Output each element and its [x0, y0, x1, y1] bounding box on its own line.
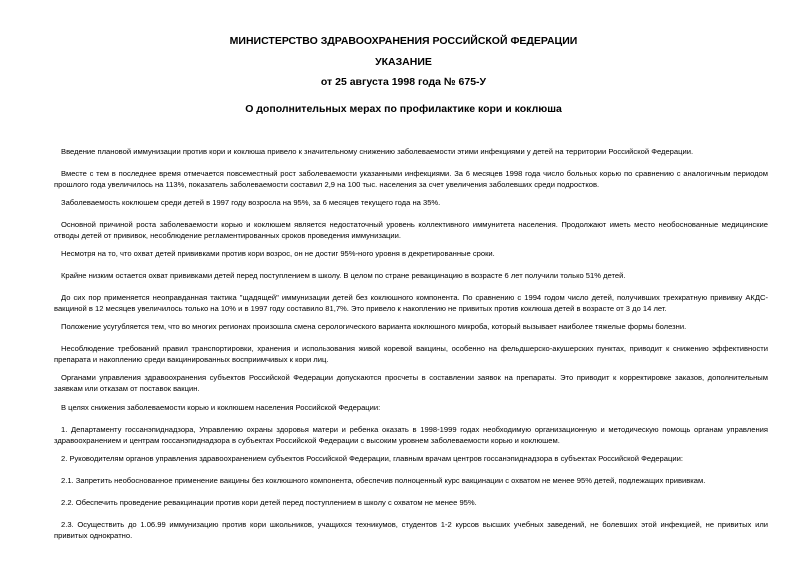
paragraph-main-cause: Основной причиной роста заболеваемости корью и коклюшем является недостаточный уровень коллективного иммунитета населения. Продолжают иметь место необоснованные медицинские отводы детей от прививок, несоблюдение регламентированных сроков проведения иммунизации. — [54, 220, 768, 240]
paragraph-item-1: 1. Департаменту госсанэпиднадзора, Управлению охраны здоровья матери и ребенка оказать в 1998-1999 годах необходимую организационную и методическую помощь органам управления здравоохранением и центрам госсанэпиднадзора в субъектах Российской Федерации с высоким уровнем заболеваемости корью и коклюшем. — [54, 425, 768, 445]
paragraph-item-2-2: 2.2. Обеспечить проведение ревакцинации против кори детей перед поступлением в школу с охватом не менее 95%. — [61, 498, 477, 507]
paragraph-item-2-1: 2.1. Запретить необоснованное применение вакцины без коклюшного компонента, обеспечив полноценный курс вакцинации с охватом не менее 95% детей, подлежащих прививкам. — [61, 476, 706, 485]
paragraph-item-2-3: 2.3. Осуществить до 1.06.99 иммунизацию против кори школьников, учащихся техникумов, студентов 1-2 курсов высших учебных заведений, не болевших этой инфекцией, не привитых или привитых однократно. — [54, 520, 768, 540]
paragraph-serological-variant: Положение усугубляется тем, что во многих регионах произошла смена серологического варианта коклюшного микроба, который вызывает наиболее тяжелые формы болезни. — [61, 322, 687, 331]
paragraph-measles-growth: Вместе с тем в последнее время отмечается повсеместный рост заболеваемости указанными инфекциями. За 6 месяцев 1998 года число больных корью по сравнению с аналогичным периодом прошлого года увеличилось на 113%, показатель заболеваемости составил 2,9 на 100 тыс. населения за счет увеличения заболевших среди подростков. — [54, 169, 768, 189]
document-date-number: от 25 августа 1998 года № 675-У — [320, 76, 487, 88]
paragraph-coverage: Несмотря на то, что охват детей прививками против кори возрос, он не достиг 95%-ного уровня в декретированные сроки. — [61, 249, 495, 258]
paragraph-intro: Введение плановой иммунизации против кори и коклюша привело к значительному снижению заболеваемости этими инфекциями у детей на территории Российской Федерации. — [61, 147, 694, 156]
paragraph-order-errors: Органами управления здравоохранения субъектов Российской Федерации допускаются просчеты в составлении заявок на препараты. Это приводит к корректировке заказов, дополнительным заявкам или отказам от поставок вакцин. — [54, 373, 768, 393]
paragraph-school-coverage: Крайне низким остается охват прививками детей перед поступлением в школу. В целом по стране ревакцинацию в возрасте 6 лет получили только 51% детей. — [61, 271, 626, 280]
paragraph-goals: В целях снижения заболеваемости корью и коклюшем населения Российской Федерации: — [61, 403, 381, 412]
document-title: О дополнительных мерах по профилактике кори и коклюша — [245, 103, 562, 115]
paragraph-sparing-tactics: До сих пор применяется неоправданная тактика "щадящей" иммунизации детей без коклюшного компонента. По сравнению с 1994 годом число детей, получивших трехкратную прививку АКДС-вакциной в 12 месяцев увеличилось только на 10% и в 1997 году составило 81,7%. Это привело к накоплению не привитых против коклюша детей в возрасте от 3 до 14 лет. — [54, 293, 768, 313]
paragraph-pertussis-growth: Заболеваемость коклюшем среди детей в 1997 году возросла на 95%, за 6 месяцев текущего года на 35%. — [61, 198, 441, 207]
document-type: УКАЗАНИЕ — [375, 56, 432, 68]
paragraph-item-2: 2. Руководителям органов управления здравоохранением субъектов Российской Федерации, главным врачам центров госсанэпиднадзора в субъектах Российской Федерации: — [61, 454, 683, 463]
ministry-heading: МИНИСТЕРСТВО ЗДРАВООХРАНЕНИЯ РОССИЙСКОЙ ФЕДЕРАЦИИ — [229, 35, 578, 47]
paragraph-vaccine-storage: Несоблюдение требований правил транспортировки, хранения и использования живой коревой вакцины, особенно на фельдшерско-акушерских пунктах, приводит к снижению эффективности препарата и накоплению среди вакцинированных восприимчивых к кори лиц. — [54, 344, 768, 364]
